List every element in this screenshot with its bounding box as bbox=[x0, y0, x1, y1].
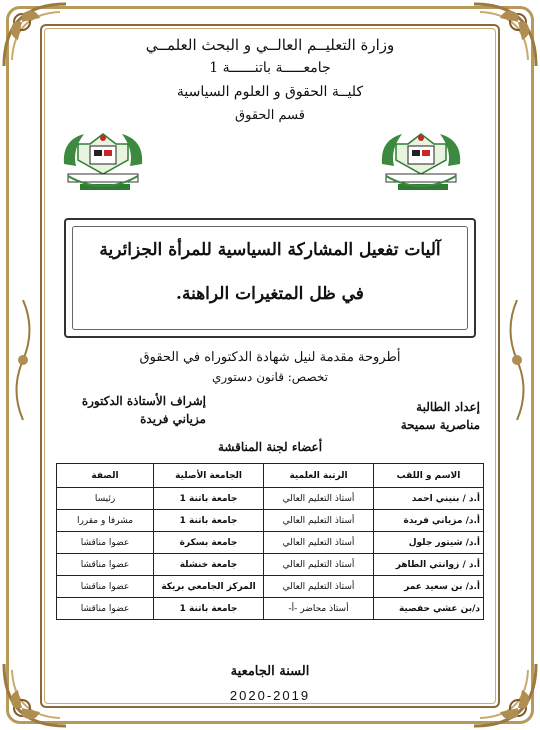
table-row bbox=[57, 510, 484, 532]
student-name: مناصرية سميحة bbox=[400, 418, 480, 432]
university-logo-right bbox=[376, 130, 466, 200]
member-name: د/بن عشي حفصية bbox=[374, 598, 484, 620]
member-university: جامعة باتنة 1 bbox=[154, 510, 264, 532]
header-rank: الرتبة العلمية bbox=[264, 464, 374, 488]
thesis-title-line2: في ظل المتغيرات الراهنة. bbox=[176, 284, 364, 304]
member-role: عضوا مناقشا bbox=[57, 554, 154, 576]
table-row bbox=[57, 488, 484, 510]
title-box bbox=[64, 218, 476, 338]
ministry-name: وزارة التعليــم العالــي و البحث العلمــي bbox=[145, 36, 395, 54]
member-role: عضوا مناقشا bbox=[57, 532, 154, 554]
academic-year-label: السنة الجامعية bbox=[230, 664, 310, 679]
member-rank: أستاذ التعليم العالي bbox=[264, 554, 374, 576]
header-university: الجامعة الأصلية bbox=[154, 464, 264, 488]
table-row bbox=[57, 532, 484, 554]
member-name: أ.د / زوانتي الطاهر bbox=[374, 554, 484, 576]
jury-title: أعضاء لجنة المناقشة bbox=[217, 440, 323, 454]
member-role: عضوا مناقشا bbox=[57, 576, 154, 598]
degree-statement: أطروحة مقدمة لنيل شهادة الدكتوراه في الحقوق bbox=[139, 350, 401, 365]
member-university: جامعة بسكرة bbox=[154, 532, 264, 554]
table-row bbox=[57, 554, 484, 576]
table-row bbox=[57, 598, 484, 620]
member-rank: أستاذ التعليم العالي bbox=[264, 510, 374, 532]
corner-ornament-bottom-left bbox=[0, 660, 70, 730]
member-rank: أستاذ التعليم العالي bbox=[264, 488, 374, 510]
side-ornament-left bbox=[8, 300, 38, 420]
student-block bbox=[380, 400, 480, 436]
university-name: جامعـــــة باتنــــــة 1 bbox=[209, 60, 331, 76]
table-row bbox=[57, 576, 484, 598]
member-university: جامعة باتنة 1 bbox=[154, 488, 264, 510]
university-logo-left bbox=[58, 130, 148, 200]
member-name: أ.د/ بن سعيد عمر bbox=[374, 576, 484, 598]
jury-table bbox=[56, 463, 484, 620]
member-role: مشرفا و مقررا bbox=[57, 510, 154, 532]
member-rank: أستاذ التعليم العالي bbox=[264, 576, 374, 598]
member-rank: أستاذ التعليم العالي bbox=[264, 532, 374, 554]
member-university: المركز الجامعي بريكة bbox=[154, 576, 264, 598]
header-name: الاسم و اللقب bbox=[374, 464, 484, 488]
member-name: أ.د/ شيتور جلول bbox=[374, 532, 484, 554]
supervisor-block bbox=[56, 394, 206, 430]
member-rank: أستاذ محاضر -أ- bbox=[264, 598, 374, 620]
thesis-title-line1: آليات تفعيل المشاركة السياسية للمرأة الجزائرية bbox=[99, 240, 441, 260]
member-name: أ.د/ مزياني فريدة bbox=[374, 510, 484, 532]
header-role: الصفة bbox=[57, 464, 154, 488]
member-role: عضوا مناقشا bbox=[57, 598, 154, 620]
academic-year: 2020-2019 bbox=[229, 688, 311, 703]
department-name: قسم الحقوق bbox=[235, 108, 305, 123]
member-name: أ.د / بنيني احمد bbox=[374, 488, 484, 510]
jury-header-row bbox=[57, 464, 484, 488]
specialty: تخصص: قانون دستوري bbox=[211, 370, 328, 384]
corner-ornament-bottom-right bbox=[470, 660, 540, 730]
member-university: جامعة خنشلة bbox=[154, 554, 264, 576]
side-ornament-right bbox=[502, 300, 532, 420]
supervisor-label: إشراف الأستاذة الدكتورة bbox=[81, 394, 206, 408]
member-university: جامعة باتنة 1 bbox=[154, 598, 264, 620]
faculty-name: كليــة الحقوق و العلوم السياسية bbox=[176, 84, 364, 100]
supervisor-name: مزياني فريدة bbox=[140, 412, 206, 426]
student-label: إعداد الطالبة bbox=[416, 400, 480, 414]
member-role: رئيسا bbox=[57, 488, 154, 510]
corner-ornament-top-right bbox=[470, 0, 540, 70]
